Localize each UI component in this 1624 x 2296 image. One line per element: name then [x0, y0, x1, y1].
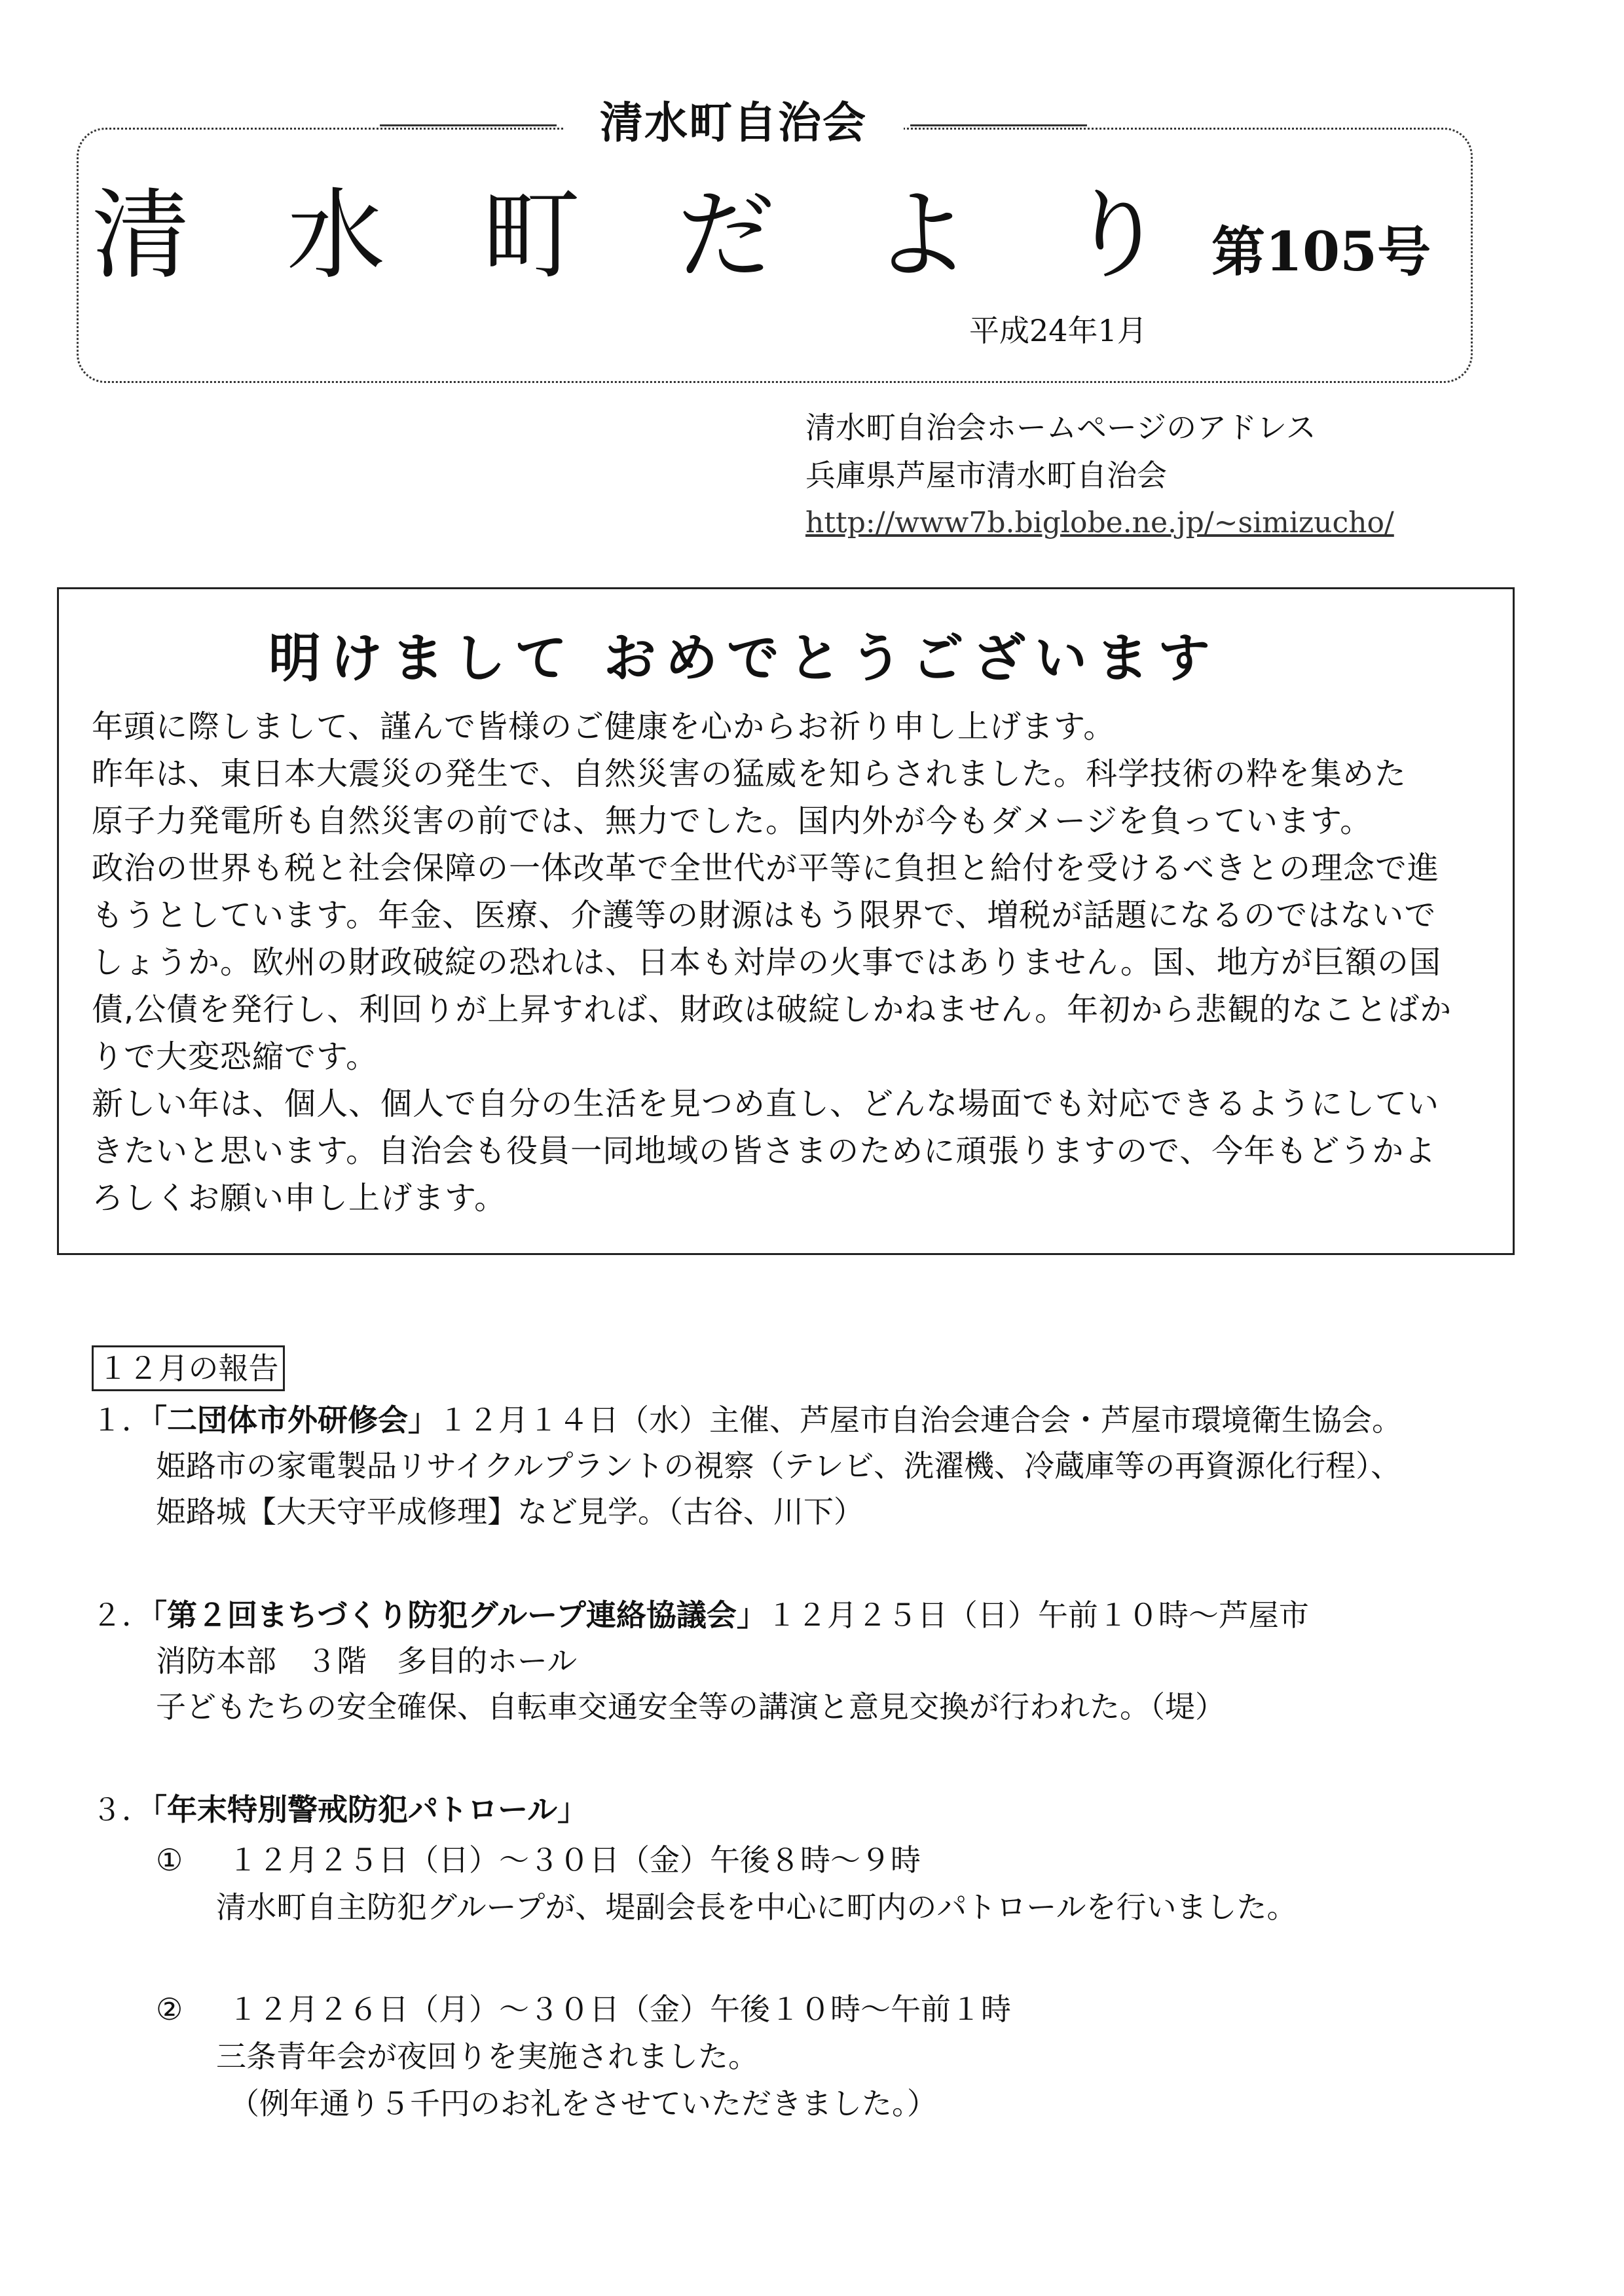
report-item-1-line-3: 姫路城【大天守平成修理】など見学。（古谷、川下） — [156, 1494, 864, 1529]
subitem-mark-1: ① — [156, 1842, 183, 1878]
item-title: 「年末特別警戒防犯パトロール」 — [152, 1792, 588, 1827]
item-title: 「二団体市外研修会」 — [152, 1402, 438, 1438]
subitem-2-line-1: １２月２６日（月）～３０日（金）午後１０時～午前１時 — [228, 1992, 1011, 2027]
organization-name: 清水町自治会 — [563, 92, 904, 154]
report-item-1 — [92, 1398, 1402, 1442]
subitem-mark-2: ② — [156, 1992, 183, 2027]
greeting-line: もうとしています。年金、医療、介護等の財源はもう限界で、増税が話題になるのではないで — [92, 897, 1437, 934]
greeting-line: りで大変恐縮です。 — [92, 1038, 378, 1075]
issue-number: 第105号 — [1211, 221, 1431, 283]
subitem-2-line-3: （例年通り５千円のお礼をさせていただきました。） — [229, 2086, 937, 2121]
greeting-line: 政治の世界も税と社会保障の一体改革で全世代が平等に負担と給付を受けるべきとの理念で進 — [92, 850, 1440, 886]
title-rule-left — [380, 124, 557, 126]
report-item-3 — [92, 1787, 587, 1832]
issue-date: 平成24年1月 — [969, 313, 1147, 348]
homepage-label: 清水町自治会ホームページのアドレス — [805, 410, 1316, 445]
item-number: ３． — [92, 1792, 152, 1827]
greeting-line: 債,公債を発行し、利回りが上昇すれば、財政は破綻しかねません。年初から悲観的なことばか — [92, 991, 1452, 1028]
item-detail: １２月１４日（水）主催、芦屋市自治会連合会・芦屋市環境衛生協会。 — [438, 1402, 1402, 1438]
subitem-1-line-1: １２月２５日（日）～３０日（金）午後８時～９時 — [228, 1842, 921, 1878]
greeting-line: きたいと思います。自治会も役員一同地域の皆さまのために頑張りますので、今年もどうかよ — [92, 1133, 1437, 1169]
subitem-1-line-2: 清水町自主防犯グループが、堤副会長を中心に町内のパトロールを行いました。 — [216, 1889, 1297, 1925]
homepage-org: 兵庫県芦屋市清水町自治会 — [805, 458, 1167, 493]
homepage-url-link[interactable]: http://www7b.biglobe.ne.jp/~simizucho/ — [805, 506, 1394, 539]
greeting-line: 原子力発電所も自然災害の前では、無力でした。国内外が今もダメージを負っています。 — [92, 803, 1373, 839]
greeting-line: 昨年は、東日本大震災の発生で、自然災害の猛威を知らされました。科学技術の粋を集めた — [92, 756, 1407, 792]
item-number: １． — [92, 1402, 152, 1438]
item-detail: １２月２５日（日）午前１０時～芦屋市 — [766, 1597, 1309, 1633]
greeting-line: 年頭に際しまして、謹んで皆様のご健康を心からお祈り申し上げます。 — [92, 708, 1116, 745]
subitem-2-line-2: 三条青年会が夜回りを実施されました。 — [216, 2039, 758, 2074]
title-rule-right — [910, 124, 1087, 126]
item-title: 「第２回まちづくり防犯グループ連絡協議会」 — [152, 1597, 767, 1633]
report-item-2 — [92, 1593, 1309, 1637]
report-heading: １２月の報告 — [92, 1345, 285, 1391]
report-item-1-line-2: 姫路市の家電製品リサイクルプラントの視察（テレビ、洗濯機、冷蔵庫等の再資源化行程）、 — [156, 1448, 1401, 1484]
greeting-line: 新しい年は、個人、個人で自分の生活を見つめ直し、どんな場面でも対応できるようにしてい — [92, 1085, 1440, 1122]
greeting-title: 明けまして おめでとうございます — [268, 627, 1219, 689]
report-item-2-line-2: 消防本部 ３階 多目的ホール — [156, 1643, 578, 1679]
report-item-2-line-3: 子どもたちの安全確保、自転車交通安全等の講演と意見交換が行われた。（堤） — [156, 1689, 1225, 1724]
greeting-line: ろしくお願い申し上げます。 — [92, 1180, 507, 1216]
greeting-line: しょうか。欧州の財政破綻の恐れは、日本も対岸の火事ではありません。国、地方が巨額の国 — [92, 944, 1441, 981]
newsletter-title: 清水町だより — [92, 179, 1263, 293]
item-number: ２． — [92, 1597, 152, 1633]
